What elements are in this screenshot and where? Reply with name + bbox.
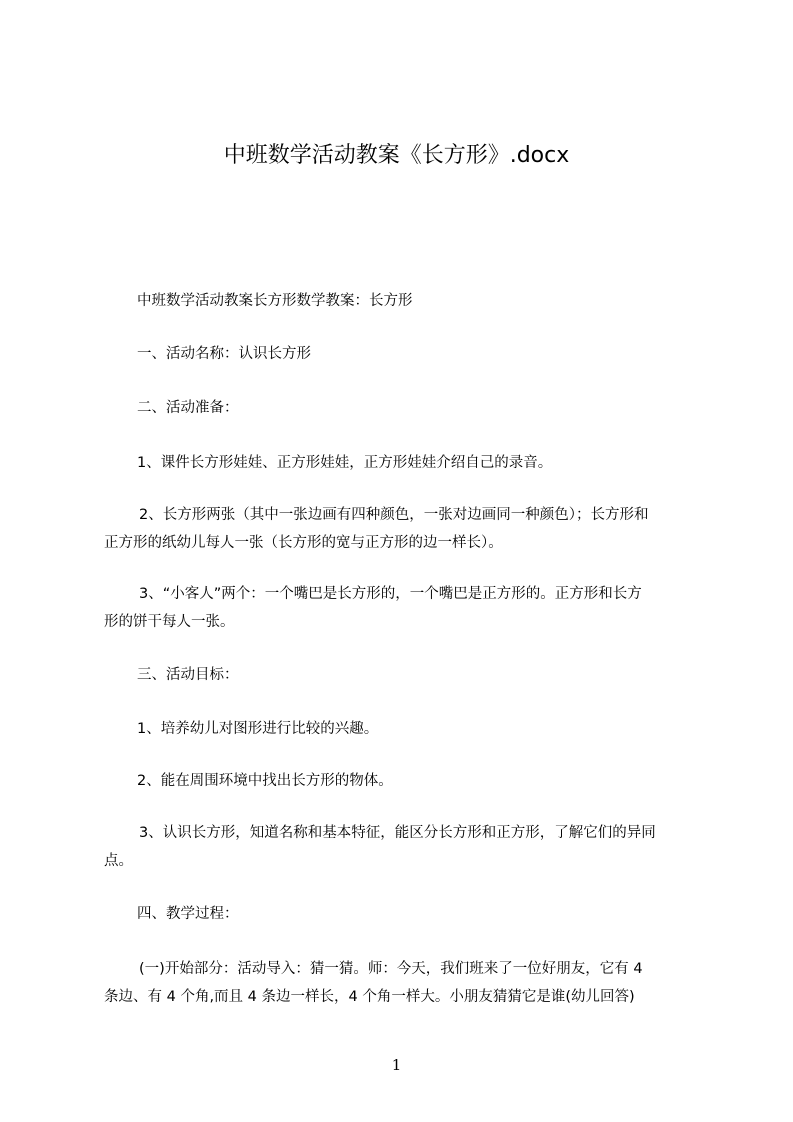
heading-activity-name (104, 340, 737, 368)
paragraph-line: 正方形的纸幼儿每人一张（长方形的宽与正方形的边一样长）。 (104, 535, 503, 551)
paragraph-line: 3、“小客人”两个：一个嘴巴是长方形的，一个嘴巴是正方形的。正方形和长方 (139, 586, 642, 602)
paragraph-goal-3 (104, 819, 704, 875)
paragraph-line: 2、能在周围环境中找出长方形的物体。 (137, 773, 393, 789)
paragraph-line: 中班数学活动教案长方形数学教案：长方形 (137, 293, 413, 309)
heading-activity-preparation (104, 394, 737, 422)
page-number: 1 (391, 1056, 402, 1074)
paragraph-line: 二、活动准备： (137, 400, 239, 416)
paragraph-preparation-2 (104, 501, 704, 557)
paragraph-line: 3、认识长方形，知道名称和基本特征，能区分长方形和正方形，了解它们的异同 (139, 825, 656, 841)
paragraph-line: 2、长方形两张（其中一张边画有四种颜色，一张对边画同一种颜色）；长方形和 (139, 507, 649, 523)
paragraph-line: 形的饼干每人一张。 (104, 614, 235, 630)
document-title: 中班数学活动教案《长方形》.docx (223, 143, 570, 168)
paragraph-preparation-3 (104, 580, 704, 636)
heading-activity-goals (104, 661, 737, 689)
paragraph-process-opening (104, 955, 704, 1011)
paragraph-preparation-1 (104, 449, 737, 477)
heading-teaching-process (104, 900, 737, 928)
paragraph-line: 1、培养幼儿对图形进行比较的兴趣。 (137, 721, 379, 737)
paragraph-line: (一)开始部分：活动导入：猜一猜。师：今天，我们班来了一位好朋友，它有 4 (139, 961, 643, 977)
paragraph-goal-2 (104, 767, 737, 795)
paragraph-line: 1、课件长方形娃娃、正方形娃娃，正方形娃娃介绍自己的录音。 (137, 455, 553, 471)
paragraph-goal-1 (104, 715, 737, 743)
paragraph-line: 四、教学过程： (137, 906, 239, 922)
paragraph-intro (104, 287, 737, 315)
paragraph-line: 一、活动名称：认识长方形 (137, 346, 311, 362)
paragraph-line: 点。 (104, 853, 133, 869)
paragraph-line: 三、活动目标： (137, 667, 239, 683)
paragraph-line: 条边、有 4 个角,而且 4 条边一样长，4 个角一样大。小朋友猜猜它是谁(幼儿回答) (104, 989, 635, 1005)
